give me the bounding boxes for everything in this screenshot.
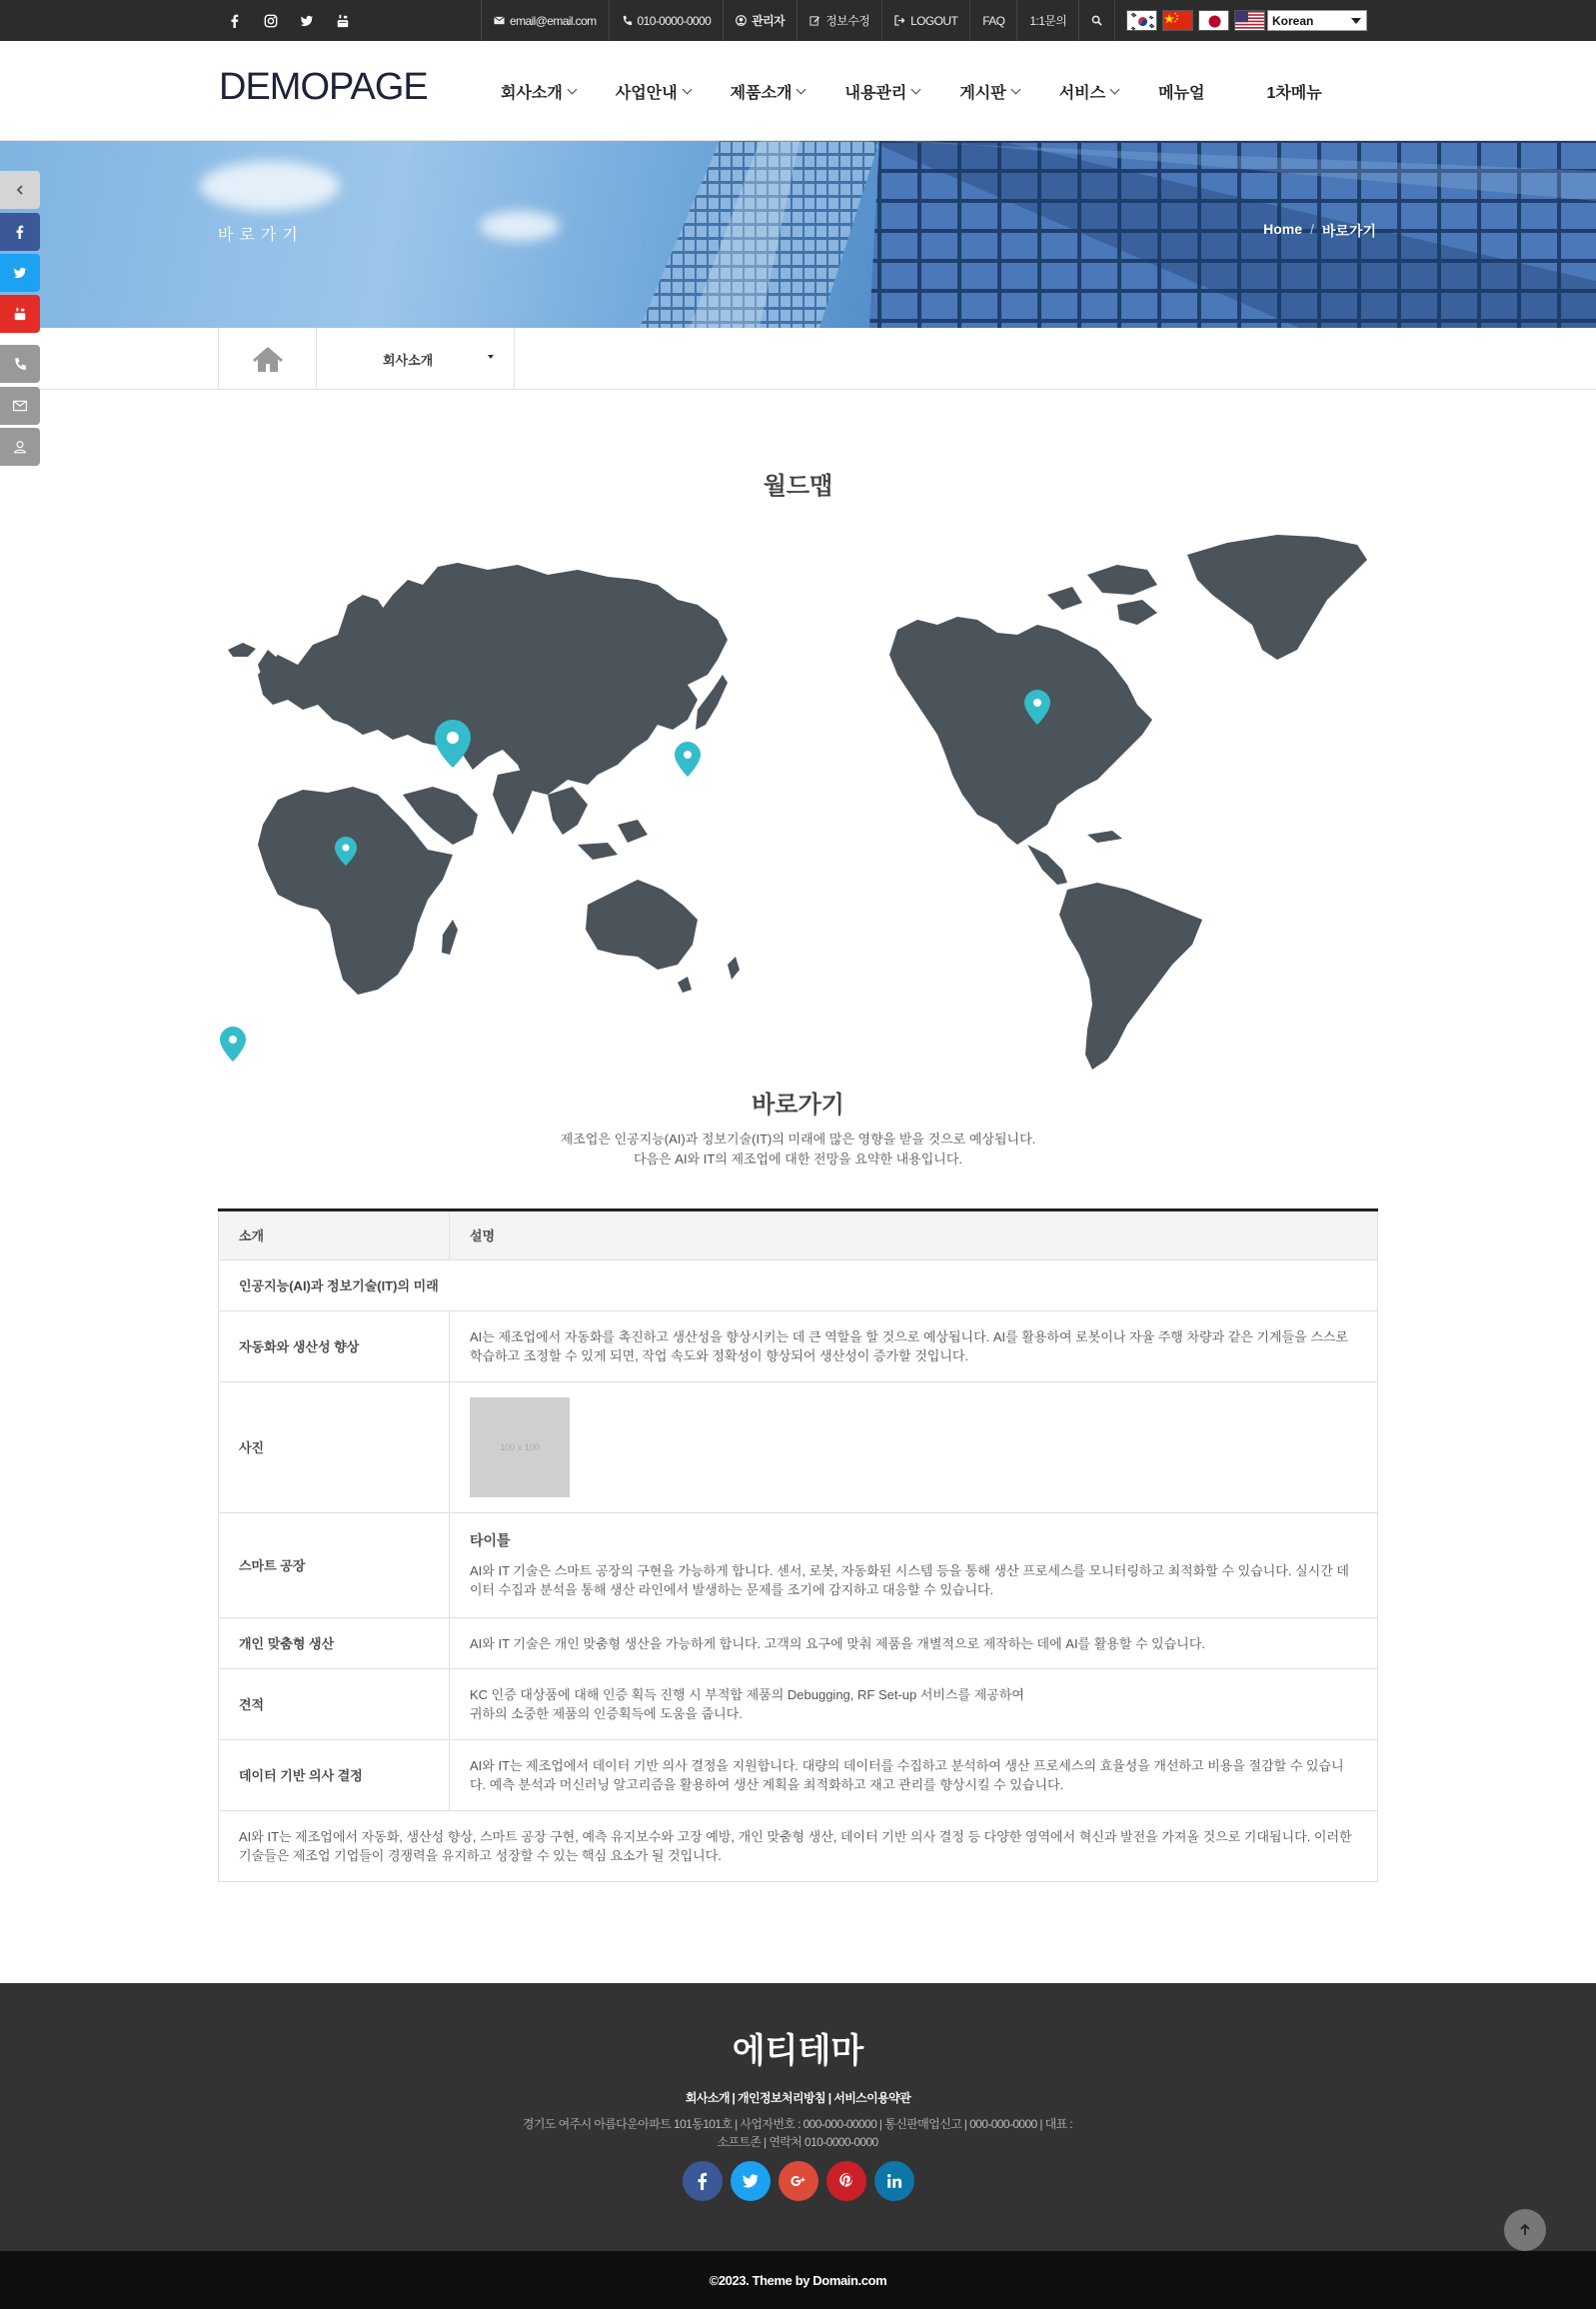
chevron-down-icon <box>1110 84 1120 94</box>
table-row <box>219 1811 1378 1882</box>
footer-twitter-button[interactable] <box>731 2161 771 2201</box>
user-icon <box>13 440 27 454</box>
top-inquiry-link[interactable] <box>1016 0 1078 41</box>
twitter-icon[interactable] <box>300 14 314 28</box>
copyright-text: ©2023. Theme by Domain.com <box>709 2272 887 2288</box>
flag-china-icon[interactable] <box>1162 10 1193 31</box>
top-bar <box>0 0 1596 41</box>
table-row <box>219 1260 1378 1311</box>
breadcrumb-current: 바로가기 <box>1321 223 1376 239</box>
table-cell-subtitle: 타이틀 <box>470 1532 511 1548</box>
top-inquiry-label: 1:1문의 <box>1029 14 1067 28</box>
map-pin-europe <box>435 720 471 768</box>
table-cell-head: 견적 <box>219 1669 450 1740</box>
user-icon <box>736 15 747 26</box>
quick-twitter-button[interactable] <box>0 254 40 292</box>
caret-down-icon <box>488 355 494 359</box>
table-cell-line-1: KC 인증 대상품에 대해 인증 획득 진행 시 부적합 제품의 Debugging, RF Set-up 서비스를 제공하여 <box>470 1687 1024 1702</box>
quick-facebook-button[interactable] <box>0 213 40 251</box>
nav-item-label: 제품소개 <box>730 84 793 102</box>
table-row <box>219 1311 1378 1382</box>
footer-links[interactable]: 회사소개 | 개인정보처리방침 | 서비스이용약관 <box>685 2091 911 2105</box>
top-faq-label: FAQ <box>982 13 1005 28</box>
intro-text <box>0 1130 1596 1169</box>
map-pin-asia <box>675 742 701 777</box>
subnav-dropdown-label: 회사소개 <box>383 352 434 368</box>
placeholder-image-label: 100 x 100 <box>500 1441 540 1452</box>
flag-japan-icon[interactable] <box>1198 10 1229 31</box>
top-admin-link[interactable] <box>723 0 797 41</box>
top-logout-label: LOGOUT <box>910 13 958 28</box>
footer-title: 에티테마 <box>732 2032 864 2070</box>
intro-line-2: 다음은 AI와 IT의 제조업에 대한 전망을 요약한 내용입니다. <box>633 1152 962 1166</box>
google-plus-icon <box>790 2172 807 2190</box>
nav-item-label: 내용관리 <box>844 84 907 102</box>
table-row <box>219 1740 1378 1811</box>
top-email-link[interactable] <box>481 0 609 41</box>
table-row <box>219 1618 1378 1669</box>
table-row <box>219 1669 1378 1740</box>
nav-item-label: 서비스 <box>1058 84 1106 102</box>
table-cell-text: AI와 IT는 제조업에서 데이터 기반 의사 결정을 지원합니다. 대량의 데이터를 수집하고 분석하여 생산 프로세스의 효율성을 개선하고 비용을 절감할 수 있습니다. 예측 분석과 머신러닝 알고리즘을 활용하여 생산 계획을 최적화하고 재고 관리를 향상시킬 수 있습니다. <box>450 1740 1378 1811</box>
quick-menu-toggle[interactable] <box>0 171 40 209</box>
page-hero-banner <box>0 141 1596 328</box>
nav-item-label: 게시판 <box>959 84 1006 102</box>
hero-title: 바로가기 <box>218 227 304 244</box>
logout-icon <box>894 15 905 26</box>
footer-pinterest-button[interactable] <box>826 2161 866 2201</box>
quick-youtube-button[interactable] <box>0 295 40 333</box>
chevron-left-icon <box>13 183 27 197</box>
search-icon <box>1091 15 1102 26</box>
footer-facebook-button[interactable] <box>683 2161 723 2201</box>
table-cell-body: AI와 IT 기술은 스마트 공장의 구현을 가능하게 합니다. 센서, 로봇, 자동화된 시스템 등을 통해 생산 프로세스를 모니터링하고 최적화할 수 있습니다. 실시간 데이터 수집과 분석을 통해 생산 라인에서 발생하는 문제를 조기에 감지하고 대응할 수 있습니다. <box>470 1563 1349 1597</box>
table-cell-head: 사진 <box>219 1382 450 1513</box>
chevron-down-icon <box>911 84 921 94</box>
top-social-links <box>228 0 350 41</box>
worldmap-title: 월드맵 <box>763 473 833 500</box>
footer-google-plus-button[interactable] <box>779 2161 818 2201</box>
top-admin-label: 관리자 <box>752 14 786 28</box>
envelope-icon <box>13 399 27 413</box>
section-title: 바로가기 <box>752 1092 844 1119</box>
top-phone-link[interactable] <box>609 0 724 41</box>
twitter-icon <box>13 266 27 280</box>
phone-icon <box>622 15 633 26</box>
top-search-button[interactable] <box>1078 0 1115 41</box>
language-select-value: Korean <box>1272 13 1314 28</box>
home-icon <box>252 345 284 373</box>
nav-item-products[interactable] <box>731 80 805 103</box>
table-cell-text: AI와 IT 기술은 개인 맞춤형 생산을 가능하게 합니다. 고객의 요구에 맞춰 제품을 개별적으로 제작하는 데에 AI를 활용할 수 있습니다. <box>450 1618 1378 1669</box>
linkedin-icon <box>885 2172 903 2190</box>
envelope-icon <box>494 15 505 26</box>
chevron-down-icon <box>1351 18 1361 24</box>
language-select[interactable] <box>1267 10 1367 31</box>
chevron-down-icon <box>567 84 577 94</box>
site-logo[interactable]: DEMOPAGE <box>219 66 428 108</box>
chevron-down-icon <box>682 84 692 94</box>
intro-line-1: 제조업은 인공지능(AI)과 정보기술(IT)의 미래에 많은 영향을 받을 것으로 예상됩니다. <box>560 1132 1036 1147</box>
nav-item-menu1[interactable] <box>1266 80 1321 103</box>
table-cell-line-2: 귀하의 소중한 제품의 인증획득에 도움을 줍니다. <box>470 1706 743 1721</box>
top-logout-link[interactable] <box>881 0 969 41</box>
top-utility-links <box>481 0 1115 41</box>
quick-user-button[interactable] <box>0 428 40 466</box>
table-cell-text: AI는 제조업에서 자동화를 촉진하고 생산성을 향상시키는 데 큰 역할을 할 것으로 예상됩니다. AI를 활용하여 로봇이나 자율 주행 차량과 같은 기계들을 스스로 학습하고 조정할 수 있게 되면, 작업 속도와 정확성이 향상되어 생산성이 증가할 것입니다. <box>450 1311 1378 1382</box>
breadcrumb-separator: / <box>1310 221 1314 237</box>
table-cell-head: 개인 맞춤형 생산 <box>219 1618 450 1669</box>
nav-item-business[interactable] <box>616 80 691 103</box>
nav-item-label: 사업안내 <box>615 84 678 102</box>
quick-phone-button[interactable] <box>0 345 40 383</box>
table-cell-head: 데이터 기반 의사 결정 <box>219 1740 450 1811</box>
site-header <box>0 41 1596 141</box>
map-pin-corner <box>220 1027 246 1062</box>
copyright-bar <box>0 2251 1596 2309</box>
top-email-label: email@email.com <box>510 13 597 28</box>
arrow-up-icon <box>1518 2223 1532 2237</box>
footer-linkedin-button[interactable] <box>874 2161 914 2201</box>
nav-item-service[interactable] <box>1059 80 1118 103</box>
instagram-icon[interactable] <box>264 14 278 28</box>
top-edit-profile-link[interactable] <box>797 0 881 41</box>
nav-item-manual[interactable] <box>1158 80 1204 103</box>
nav-item-board[interactable] <box>959 80 1018 103</box>
table-cell-summary: AI와 IT는 제조업에서 자동화, 생산성 향상, 스마트 공장 구현, 예측 유지보수와 고장 예방, 개인 맞춤형 생산, 데이터 기반 의사 결정 등 다양한 영역에서 혁신과 발전을 가져올 것으로 기대됩니다. 이러한 기술들은 제조업 기업들이 경쟁력을 유지하고 성장할 수 있는 핵심 요소가 될 것입니다. <box>219 1811 1378 1882</box>
nav-item-content[interactable] <box>844 80 919 103</box>
placeholder-image <box>470 1397 570 1497</box>
top-phone-label: 010-0000-0000 <box>637 13 712 28</box>
table-cell-text <box>450 1669 1378 1740</box>
info-table <box>218 1208 1378 1882</box>
nav-item-company[interactable] <box>501 80 576 103</box>
scroll-to-top-button[interactable] <box>1504 2209 1546 2251</box>
chevron-down-icon <box>797 84 806 94</box>
table-header-row <box>219 1210 1378 1260</box>
table-header-description: 설명 <box>450 1210 1378 1260</box>
site-footer <box>0 1983 1596 2251</box>
language-flags <box>1126 10 1265 31</box>
facebook-icon <box>694 2172 712 2190</box>
quick-email-button[interactable] <box>0 387 40 425</box>
top-faq-link[interactable] <box>969 0 1016 41</box>
flag-usa-icon[interactable] <box>1234 10 1265 31</box>
breadcrumb <box>1263 221 1376 241</box>
pinterest-icon <box>837 2172 855 2190</box>
breadcrumb-home-link[interactable]: Home <box>1263 221 1302 237</box>
edit-icon <box>809 15 820 26</box>
table-cell-head: 스마트 공장 <box>219 1513 450 1618</box>
nav-item-label: 1차메뉴 <box>1266 84 1322 102</box>
footer-social-links <box>0 2161 1596 2201</box>
home-button[interactable] <box>218 328 317 390</box>
nav-item-label: 메뉴얼 <box>1158 84 1205 102</box>
facebook-icon <box>13 225 27 239</box>
table-cell-full-title: 인공지능(AI)과 정보기술(IT)의 미래 <box>219 1260 1378 1311</box>
table-cell-head: 자동화와 생산성 향상 <box>219 1311 450 1382</box>
table-header-intro: 소개 <box>219 1210 450 1260</box>
facebook-icon[interactable] <box>228 14 242 28</box>
youtube-icon <box>13 307 27 321</box>
table-row <box>219 1513 1378 1618</box>
table-cell-text <box>450 1513 1378 1618</box>
table-cell-image <box>450 1382 1378 1513</box>
flag-korea-icon[interactable] <box>1126 10 1157 31</box>
subnav-dropdown[interactable] <box>317 328 515 390</box>
top-edit-profile-label: 정보수정 <box>825 14 870 28</box>
sub-navigation <box>0 328 1596 390</box>
footer-address: 경기도 여주시 아름다운아파트 101동101호 | 사업자번호 : 000-000-00000 | 통신판매업신고 | 000-000-0000 | 대표 : 소프트존 | 연락처 010-0000-0000 <box>522 2117 1073 2149</box>
chevron-down-icon <box>1010 84 1020 94</box>
nav-item-label: 회사소개 <box>501 84 563 102</box>
world-map-image <box>218 525 1379 1073</box>
phone-icon <box>13 357 27 371</box>
main-nav <box>501 41 1362 141</box>
table-row <box>219 1382 1378 1513</box>
youtube-icon[interactable] <box>336 14 350 28</box>
twitter-icon <box>742 2172 760 2190</box>
